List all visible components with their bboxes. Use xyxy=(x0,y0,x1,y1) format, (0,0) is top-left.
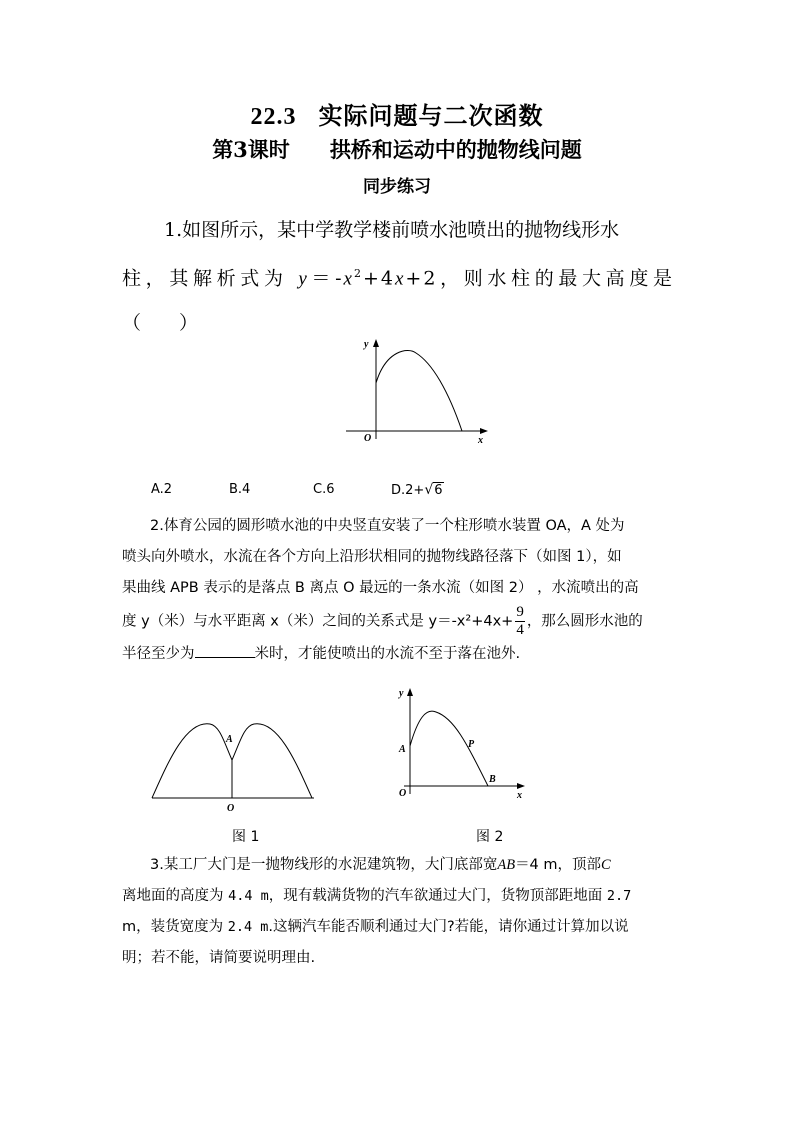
fraction-nine-fourths: $\frac{9}{4}$ xyxy=(516,604,524,638)
question-3-line-1: 3.某工厂大门是一抛物线形的水泥建筑物，大门底部宽AB＝4 m，顶部C xyxy=(150,857,611,873)
fig1-left-stream xyxy=(152,724,232,798)
question-3-line-3: m，装货宽度为 2.4 m.这辆汽车能否顺利通过大门?若能，请你通过计算加以说 xyxy=(122,919,629,935)
lesson-number: 第3课时 xyxy=(212,137,290,162)
question-3 xyxy=(122,850,674,974)
question-2-line-1: 2.体育公园的圆形喷水池的中央竖直安装了一个柱形喷水装置 OA，A 处为 xyxy=(150,518,625,534)
fig2-y-label: y xyxy=(399,688,404,699)
question-2 xyxy=(122,511,674,670)
question-1-line-1: 1.如图所示，某中学教学楼前喷水池喷出的抛物线形水 xyxy=(164,219,620,241)
question-2-line-3: 果曲线 APB 表示的是落点 B 离点 O 最远的一条水流（如图 2） ，水流喷出的高 xyxy=(122,580,639,596)
option-b: B.4 xyxy=(229,482,251,497)
lesson-title xyxy=(0,134,794,164)
q1-origin-label: O xyxy=(364,433,372,444)
question-1 xyxy=(122,208,674,345)
option-a: A.2 xyxy=(151,482,173,497)
q1-y-label: y xyxy=(364,339,369,350)
fig2-label-o: O xyxy=(399,788,407,799)
question-2-line-4: 度 y（米）与水平距离 x（米）之间的关系式是 y＝-x²+4x+ $\frac{9}{4}$ ，那么圆形水池的 xyxy=(122,604,643,638)
q1-x-arrow xyxy=(480,428,488,434)
lesson-title-text: 拱桥和运动中的抛物线问题 xyxy=(329,137,582,162)
question-2-figure-1 xyxy=(148,712,318,814)
fig2-x-arrow xyxy=(517,783,525,789)
fig2-label-p: P xyxy=(468,739,475,750)
question-2-figure-2 xyxy=(390,684,530,804)
fig1-right-stream xyxy=(232,724,312,798)
fig2-y-arrow xyxy=(407,688,413,696)
figure-1-caption: 图 1 xyxy=(232,829,260,845)
fig2-x-label: x xyxy=(517,790,522,801)
fig1-label-o: O xyxy=(227,803,235,814)
question-3-line-4: 明；若不能，请简要说明理由. xyxy=(122,950,316,966)
section-title xyxy=(0,96,794,131)
question-1-figure xyxy=(340,335,495,447)
question-2-line-2: 喷头向外喷水，水流在各个方向上沿形状相同的抛物线路径落下（如图 1），如 xyxy=(122,549,622,565)
fig2-parabola xyxy=(410,711,488,786)
q1-x-label: x xyxy=(478,435,483,446)
figure-2-caption: 图 2 xyxy=(476,829,504,845)
fig1-label-a: A xyxy=(226,734,233,745)
question-3-line-2: 离地面的高度为 4.4 m，现有载满货物的汽车欲通过大门，货物顶部距地面 2.7 xyxy=(122,888,632,904)
option-c: C.6 xyxy=(313,482,335,497)
question-2-line-5: 半径至少为 米时，才能使喷出的水流不至于落在池外. xyxy=(122,639,674,670)
question-1-answer-bracket: （ ） xyxy=(122,312,199,335)
section-title-text: 实际问题与二次函数 xyxy=(318,101,544,130)
q1-y-arrow xyxy=(373,339,379,347)
option-d: D.2+√6 xyxy=(391,482,443,498)
exercise-subtitle: 同步练习 xyxy=(363,177,431,197)
q1-parabola xyxy=(376,351,462,431)
answer-blank[interactable] xyxy=(195,643,255,658)
question-1-line-2: 柱，其解析式为 $y=-x^2+4x+2$，则水柱的最大高度是 xyxy=(122,267,675,290)
sqrt-radicand: 6 xyxy=(434,483,443,498)
fig2-label-a: A xyxy=(399,744,406,755)
fig2-label-b: B xyxy=(489,774,496,785)
section-number: 22.3 xyxy=(250,104,297,130)
